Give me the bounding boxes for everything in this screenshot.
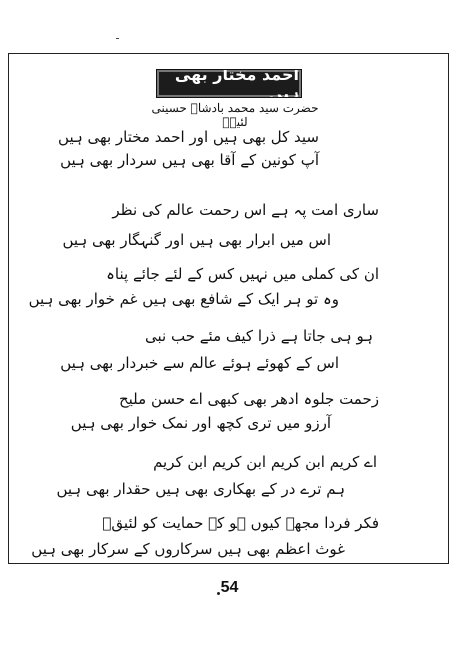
verse-line: سید کل بھی ہیں اور احمد مختار بھی ہیں — [58, 128, 319, 146]
verse-line: فکر فردا مجھے کیوں ہو کہ حمایت کو لئیقؔ — [102, 514, 379, 532]
poem-author: حضرت سید محمد بادشاہ حسینی لئیقؔ — [151, 101, 319, 129]
verse-line: ساری امت پہ ہے اس رحمت عالم کی نظر — [112, 201, 379, 219]
verse-line: ہو ہی جاتا ہے ذرا کیف مئے حب نبی — [145, 327, 373, 345]
verse-line: آپ کونین کے آقا بھی ہیں سردار بھی ہیں — [60, 151, 319, 169]
verse-line: غوث اعظم بھی ہیں سرکاروں کے سرکار بھی ہیں — [31, 540, 345, 558]
verse-line: ان کی کملی میں نہیں کس کے لئے جائے پناہ — [106, 265, 379, 283]
verse-line: اس میں ابرار بھی ہیں اور گنہگار بھی ہیں — [62, 231, 331, 249]
verse-line: آرزو میں تری کچھ اور نمک خوار بھی ہیں — [70, 414, 331, 432]
scan-speck — [116, 38, 119, 39]
verse-line: اے کریم ابن کریم ابن کریم ابن کریم — [153, 453, 377, 471]
verse-line: اس کے کھوئے ہوئے عالم سے خبردار بھی ہیں — [60, 354, 339, 372]
verse-line: زحمت جلوہ ادھر بھی کبھی اے حسن ملیح — [118, 390, 379, 408]
page-number: 54 — [220, 579, 239, 596]
verse-line: وہ تو ہر ایک کے شافع بھی ہیں غم خوار بھی ہیں — [28, 290, 339, 308]
poem-title: احمد مختار بھی ہیں — [157, 70, 301, 97]
verse-line: ہم ترے در کے بھکاری بھی ہیں حقدار بھی ہیں — [56, 480, 345, 498]
